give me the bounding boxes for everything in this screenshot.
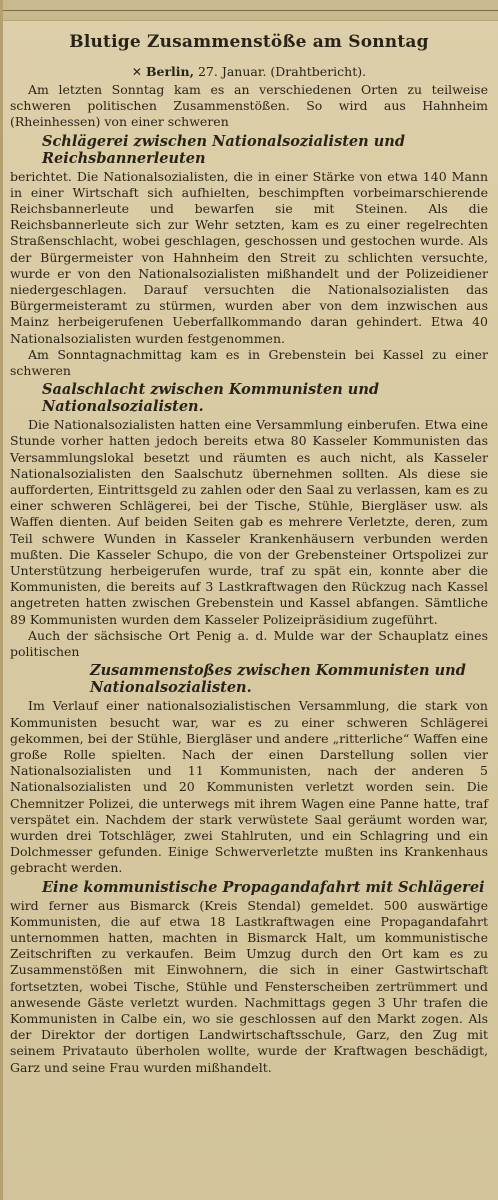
- paragraph-penig-lead: Auch der sächsische Ort Penig a. d. Mulde war der Schauplatz eines politischen: [10, 627, 488, 660]
- subheading-penig: Zusammenstoßes zwischen Kommunisten und Nationalsozialisten.: [90, 662, 466, 697]
- dateline-mark: ✕: [131, 65, 142, 79]
- subheading-propagandafahrt: Eine kommunistische Propagandafahrt mit Schlägerei: [42, 878, 485, 896]
- intro-paragraph: Am letzten Sonntag kam es an verschiedenen Orten zu teilweise schweren politischen Zusammenstößen. So wird aus Hahnheim (Rheinhessen) von einer schweren: [10, 82, 488, 130]
- dateline: [10, 64, 488, 80]
- column-edge: [0, 0, 3, 1200]
- subheading-saalschlacht: Saalschlacht zwischen Kommunisten und Nationalsozialisten.: [42, 381, 380, 416]
- paragraph-grebenstein-lead: Am Sonntagnachmittag kam es in Grebenstein bei Kassel zu einer schweren: [10, 346, 488, 379]
- subheading-hahnheim: Schlägerei zwischen Nationalsozialisten und Reichsbannerleuten: [42, 132, 405, 167]
- paragraph-propagandafahrt: wird ferner aus Bismarck (Kreis Stendal) gemeldet. 500 auswärtige Kommunisten, die auf etwa 18 Lastkraftwagen eine Propagandafahrt unternommen hatten, machten in Bismarck Halt, um kommunistische Zeitschriften zu verkaufen. Beim Umzug durch den Ort kam es zu Zusammenstößen mit Einwohnern, die sich in einer Gastwirtschaft fortsetzten, wobei Tische, Stühle und Fensterscheiben zertrümmert und anwesende Gäste verletzt wurden. Nachmittags gegen 3 Uhr trafen die Kommunisten in Calbe ein, wo sie geschlossen auf den Markt zogen. Als der Direktor der dortigen Landwirtschaftsschule, Garz, den Zug mit seinem Privatauto überholen wollte, wurde der Kraftwagen beschädigt, Garz und seine Frau wurden mißhandelt.: [10, 897, 488, 1075]
- dateline-city: Berlin,: [145, 64, 194, 79]
- dateline-text: 27. Januar. (Drahtbericht).: [197, 64, 367, 79]
- paragraph-saalschlacht: Die Nationalsozialisten hatten eine Versammlung einberufen. Etwa eine Stunde vorher hatten jedoch bereits etwa 80 Kasseler Kommunisten das Versammlungslokal besetzt und räumten es auch nicht, als Kasseler Nationalsozialisten den Saalschutz übernehmen sollten. Als diese sie aufforderten, Eintrittsgeld zu zahlen oder den Saal zu verlassen, kam es zu einer schweren Schlägerei, bei der Tische, Stühle, Biergläser usw. als Waffen dienten. Auf beiden Seiten gab es mehrere Verletzte, deren, zum Teil schwere Wunden in Kasseler Krankenhäusern verbunden werden mußten. Die Kasseler Schupo, die von der Grebensteiner Ortspolizei zur Unterstützung herbeigerufen wurde, traf zu spät ein, konnte aber die Kommunisten, die bereits auf 3 Lastkraftwagen den Rückzug nach Kassel angetreten hatten zwischen Grebenstein und Kassel abfangen. Sämtliche 89 Kommunisten wurden dem Kasseler Polizeipräsidium zugeführt.: [10, 417, 488, 627]
- article-headline: Blutige Zusammenstöße am Sonntag: [69, 32, 429, 52]
- paragraph-hahnheim: berichtet. Die Nationalsozialisten, die in einer Stärke von etwa 140 Mann in einer Wirtschaft sich aufhielten, beschimpften vorbeimarschierende Reichsbannerleute und bewarfen sie mit Steinen. Als die Reichsbannerleute sich zur Wehr setzten, kam es zu einer regelrechten Straßenschlacht, wobei geschlagen, geschossen und gestochen wurde. Als der Bürgermeister von Hahnheim den Streit zu schlichten versuchte, wurde er von den Nationalsozialisten mißhandelt und der Polizeidiener niedergeschlagen. Darauf versuchten die Nationalsozialisten das Bürgermeisteramt zu stürmen, wurden aber von dem inzwischen aus Mainz herbeigerufenen Ueberfallkommando daran gehindert. Etwa 40 Nationalsozialisten wurden festgenommen.: [10, 168, 488, 346]
- top-rule: [0, 0, 498, 21]
- paragraph-penig: Im Verlauf einer nationalsozialistischen Versammlung, die stark von Kommunisten besucht war, war es zu einer schweren Schlägerei gekommen, bei der Stühle, Biergläser und andere „ritterliche“ Waffen eine große Rolle spielten. Nach der einen Darstellung sollen vier Nationalsozialisten und 11 Kommunisten, nach der anderen 5 Nationalsozialisten und 20 Kommunisten verletzt worden sein. Die Chemnitzer Polizei, die unterwegs mit ihrem Wagen eine Panne hatte, traf verspätet ein. Nachdem der stark verwüstete Saal geräumt worden war, wurden drei Totschläger, zwei Stahlruten, und ein Schlagring und ein Dolchmesser gefunden. Einige Schwerverletzte mußten ins Krankenhaus gebracht werden.: [10, 698, 488, 876]
